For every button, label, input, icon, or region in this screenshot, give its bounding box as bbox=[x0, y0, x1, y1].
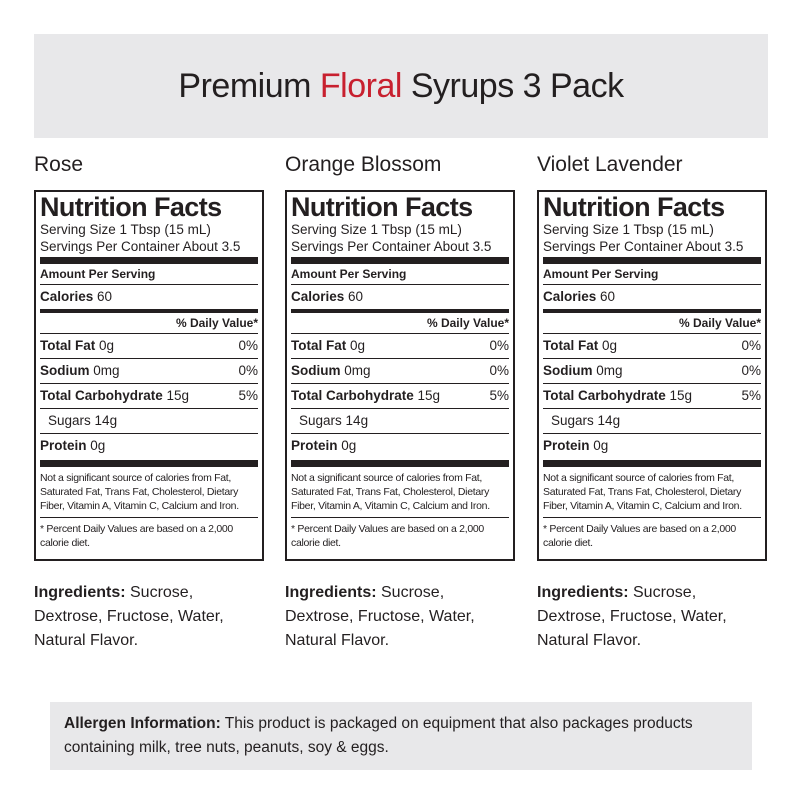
nutrient-row-sugars: Sugars 14g bbox=[299, 413, 369, 428]
nutrition-facts-title: Nutrition Facts bbox=[291, 192, 473, 222]
servings-per-container: Servings Per Container About 3.5 bbox=[40, 239, 241, 254]
title-text-accent: Floral bbox=[319, 66, 402, 105]
daily-value-header: % Daily Value* bbox=[426, 316, 509, 330]
divider-thick bbox=[40, 460, 258, 467]
product-column-violet-lavender bbox=[537, 152, 769, 653]
title-text-after: Syrups 3 Pack bbox=[410, 66, 624, 105]
product-name: Orange Blossom bbox=[285, 153, 442, 176]
nutrient-row-total-carbohydrate: Total Carbohydrate 15g 5% bbox=[543, 388, 761, 403]
nutrient-row-total-fat: Total Fat 0g 0% bbox=[40, 338, 258, 353]
divider-thick bbox=[543, 257, 761, 264]
ingredients: Ingredients: Sucrose, Dextrose, Fructose, Water, Natural Flavor. bbox=[285, 584, 475, 649]
nutrition-facts-panel bbox=[285, 190, 515, 561]
product-name: Rose bbox=[34, 153, 84, 176]
not-significant-note: Not a significant source of calories from Fat, Saturated Fat, Trans Fat, Cholesterol, Dietary Fiber, Vitamin A, Vitamin C, Calcium and Iron. bbox=[543, 472, 742, 512]
nutrient-row-sugars: Sugars 14g bbox=[48, 413, 118, 428]
nutrient-row-total-fat: Total Fat 0g 0% bbox=[543, 338, 761, 353]
divider-thick bbox=[291, 460, 509, 467]
divider-thick bbox=[40, 257, 258, 264]
servings-per-container: Servings Per Container About 3.5 bbox=[291, 239, 492, 254]
nutrient-row-sodium: Sodium 0mg 0% bbox=[40, 363, 258, 378]
nutrient-row-protein: Protein 0g bbox=[291, 438, 357, 453]
allergen-text: This product is packaged on equipment that also packages products containing milk, tree nuts, peanuts, soy & eggs. bbox=[64, 715, 693, 756]
nutrient-row-total-carbohydrate: Total Carbohydrate 15g 5% bbox=[291, 388, 509, 403]
divider-thick bbox=[543, 460, 761, 467]
serving-size: Serving Size 1 Tbsp (15 mL) bbox=[543, 222, 714, 237]
nutrient-row-total-fat: Total Fat 0g 0% bbox=[291, 338, 509, 353]
product-column-rose bbox=[34, 152, 266, 653]
allergen-label: Allergen Information: bbox=[64, 715, 221, 732]
nutrition-facts-panel bbox=[34, 190, 264, 561]
calories-row: Calories 60 bbox=[40, 289, 113, 304]
daily-value-footnote: * Percent Daily Values are based on a 2,000 calorie diet. bbox=[291, 523, 484, 549]
title-banner bbox=[34, 34, 768, 138]
daily-value-footnote: * Percent Daily Values are based on a 2,000 calorie diet. bbox=[40, 523, 233, 549]
nutrition-facts-panel bbox=[537, 190, 767, 561]
nutrient-row-total-carbohydrate: Total Carbohydrate 15g 5% bbox=[40, 388, 258, 403]
daily-value-header: % Daily Value* bbox=[175, 316, 258, 330]
ingredients: Ingredients: Sucrose, Dextrose, Fructose, Water, Natural Flavor. bbox=[537, 584, 727, 649]
nutrition-facts-title: Nutrition Facts bbox=[40, 192, 222, 222]
product-column-orange-blossom bbox=[285, 152, 517, 653]
serving-size: Serving Size 1 Tbsp (15 mL) bbox=[40, 222, 211, 237]
title-text-before: Premium bbox=[178, 66, 311, 105]
calories-row: Calories 60 bbox=[543, 289, 616, 304]
divider-thick bbox=[291, 257, 509, 264]
not-significant-note: Not a significant source of calories from Fat, Saturated Fat, Trans Fat, Cholesterol, Dietary Fiber, Vitamin A, Vitamin C, Calcium and Iron. bbox=[291, 472, 490, 512]
not-significant-note: Not a significant source of calories from Fat, Saturated Fat, Trans Fat, Cholesterol, Dietary Fiber, Vitamin A, Vitamin C, Calcium and Iron. bbox=[40, 472, 239, 512]
nutrient-row-sugars: Sugars 14g bbox=[551, 413, 621, 428]
ingredients: Ingredients: Sucrose, Dextrose, Fructose, Water, Natural Flavor. bbox=[34, 584, 224, 649]
daily-value-footnote: * Percent Daily Values are based on a 2,000 calorie diet. bbox=[543, 523, 736, 549]
nutrition-facts-title: Nutrition Facts bbox=[543, 192, 725, 222]
amount-per-serving: Amount Per Serving bbox=[543, 267, 659, 281]
nutrient-row-sodium: Sodium 0mg 0% bbox=[291, 363, 509, 378]
amount-per-serving: Amount Per Serving bbox=[291, 267, 407, 281]
servings-per-container: Servings Per Container About 3.5 bbox=[543, 239, 744, 254]
nutrient-row-protein: Protein 0g bbox=[543, 438, 609, 453]
serving-size: Serving Size 1 Tbsp (15 mL) bbox=[291, 222, 462, 237]
nutrient-row-protein: Protein 0g bbox=[40, 438, 106, 453]
calories-row: Calories 60 bbox=[291, 289, 364, 304]
product-name: Violet Lavender bbox=[537, 153, 683, 176]
daily-value-header: % Daily Value* bbox=[678, 316, 761, 330]
amount-per-serving: Amount Per Serving bbox=[40, 267, 156, 281]
nutrient-row-sodium: Sodium 0mg 0% bbox=[543, 363, 761, 378]
allergen-information bbox=[50, 702, 752, 770]
